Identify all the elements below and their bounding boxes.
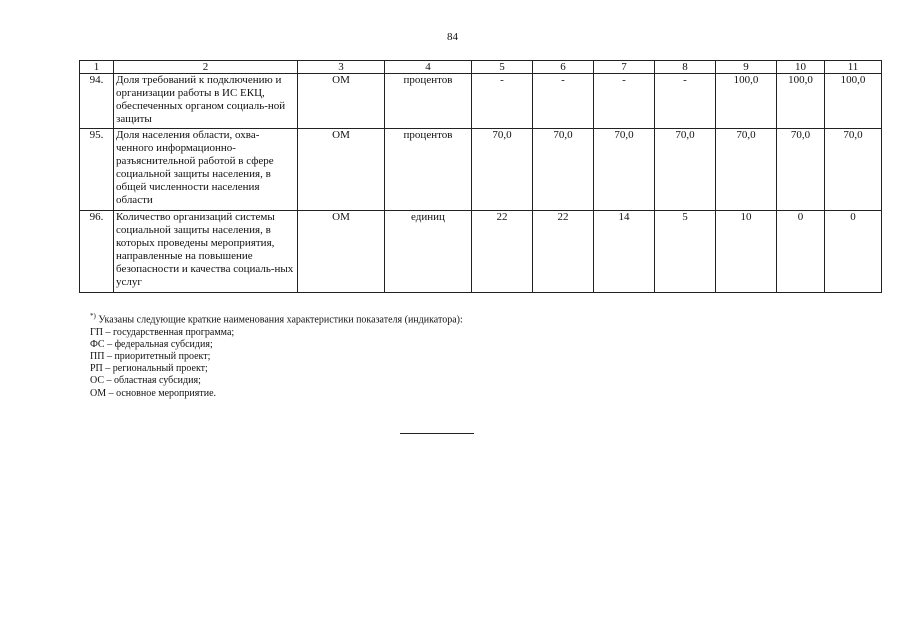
indicator-name: Количество организаций системы социальной защиты населения, в которых проведены мероприятия, направленные на повышение безопасности и качества социаль-ных услуг	[114, 211, 298, 293]
value-cell: 5	[655, 211, 716, 293]
column-header-8: 8	[655, 61, 716, 74]
value-cell: 70,0	[655, 129, 716, 211]
value-cell: 0	[825, 211, 882, 293]
footnote-item: РП – региональный проект;	[90, 363, 208, 375]
indicator-name: Доля населения области, охва-ченного информационно-разъяснительной работой в сфере социальной защиты населения, в общей численности населения области	[114, 129, 298, 211]
value-cell: 100,0	[716, 74, 777, 129]
indicator-unit: процентов	[385, 74, 472, 129]
footnote-item: ОМ – основное мероприятие.	[90, 387, 217, 399]
value-cell: 70,0	[777, 129, 825, 211]
table-header-row	[80, 61, 882, 74]
column-header-2: 2	[114, 61, 298, 74]
column-header-10: 10	[777, 61, 825, 74]
value-cell: 70,0	[716, 129, 777, 211]
indicator-unit: единиц	[385, 211, 472, 293]
column-header-4: 4	[385, 61, 472, 74]
footnote-marker: *)	[90, 312, 96, 320]
table-row	[80, 74, 882, 129]
value-cell: 10	[716, 211, 777, 293]
value-cell: 70,0	[594, 129, 655, 211]
value-cell: 14	[594, 211, 655, 293]
footnotes	[90, 310, 463, 400]
column-header-7: 7	[594, 61, 655, 74]
value-cell: -	[472, 74, 533, 129]
value-cell: -	[594, 74, 655, 129]
value-cell: 100,0	[825, 74, 882, 129]
value-cell: -	[655, 74, 716, 129]
table-row	[80, 211, 882, 293]
value-cell: 0	[777, 211, 825, 293]
row-number: 95.	[80, 129, 114, 211]
column-header-11: 11	[825, 61, 882, 74]
footnote-intro-text: Указаны следующие краткие наименования характеристики показателя (индикатора):	[95, 314, 463, 326]
column-header-1: 1	[80, 61, 114, 74]
row-number: 94.	[80, 74, 114, 129]
indicator-type: ОМ	[298, 74, 385, 129]
footnote-item: ФС – федеральная субсидия;	[90, 338, 213, 350]
column-header-6: 6	[533, 61, 594, 74]
value-cell: 70,0	[472, 129, 533, 211]
value-cell: 22	[472, 211, 533, 293]
value-cell: -	[533, 74, 594, 129]
footnote-item: ОС – областная субсидия;	[90, 375, 201, 387]
column-header-3: 3	[298, 61, 385, 74]
column-header-5: 5	[472, 61, 533, 74]
indicator-name: Доля требований к подключению и организации работы в ИС ЕКЦ, обеспеченных органом социаль-ной защиты	[114, 74, 298, 129]
indicators-table	[79, 60, 882, 293]
footnote-intro	[90, 310, 463, 327]
page-number: 84	[447, 31, 458, 43]
footnote-item: ПП – приоритетный проект;	[90, 350, 211, 362]
row-number: 96.	[80, 211, 114, 293]
end-of-document-rule	[400, 433, 474, 434]
value-cell: 70,0	[825, 129, 882, 211]
value-cell: 22	[533, 211, 594, 293]
value-cell: 100,0	[777, 74, 825, 129]
indicator-type: ОМ	[298, 211, 385, 293]
value-cell: 70,0	[533, 129, 594, 211]
indicator-type: ОМ	[298, 129, 385, 211]
column-header-9: 9	[716, 61, 777, 74]
table-row	[80, 129, 882, 211]
indicator-unit: процентов	[385, 129, 472, 211]
footnote-item: ГП – государственная программа;	[90, 326, 235, 338]
